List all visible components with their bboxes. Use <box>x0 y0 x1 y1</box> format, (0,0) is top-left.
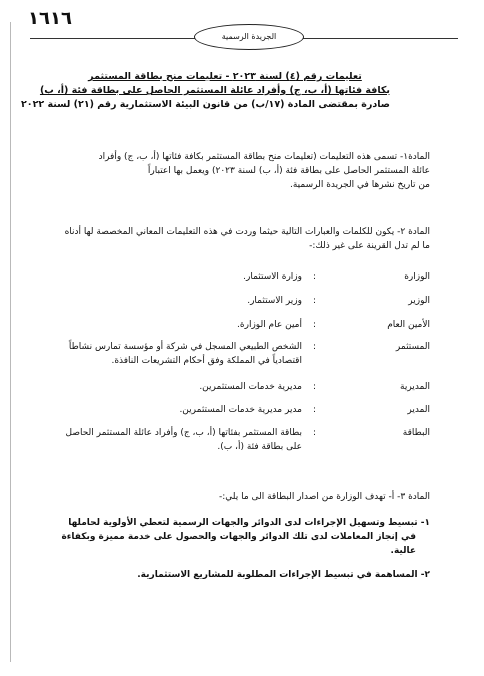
definition-text: مدير مديرية خدمات المستثمرين. <box>179 405 302 415</box>
article-1-line-1: المادة١- تسمى هذه التعليمات (تعليمات منح بطاقة المستثمر بكافة فئاتها (أ، ب، ج) وأفراد <box>98 152 430 162</box>
definition-colon: : <box>312 296 316 306</box>
definition-term: المديرية <box>400 382 430 392</box>
article-3-intro: المادة ٣- أ- تهدف الوزارة من اصدار البطاقة الى ما يلي:- <box>218 492 430 502</box>
document-title <box>20 70 390 112</box>
article-3-item-1-line-1: ١- تبسيط وتسهيل الإجراءات لدى الدوائر والجهات الرسمية لتعطي الأولوية لحاملها <box>68 518 430 528</box>
page-number: ١٦١٦ <box>28 8 72 29</box>
article-3-item-2: ٢- المساهمة في تبسيط الإجراءات المطلوبة للمشاريع الاستثمارية. <box>137 570 430 580</box>
definition-row <box>40 340 430 370</box>
definition-term: الوزارة <box>404 272 430 282</box>
definition-colon: : <box>312 428 316 438</box>
definition-term: البطاقة <box>402 428 430 438</box>
article-3-item-1-line-2: في إنجاز المعاملات لدى تلك الدوائر والجهات والحصول على خدمة مميزة وبكفاءة <box>61 532 416 542</box>
definition-text: مديرية خدمات المستثمرين. <box>199 382 302 392</box>
definition-text-line-1: الشخص الطبيعي المسجل في شركة أو مؤسسة تمارس نشاطاً <box>68 342 302 352</box>
article-2-line-2: ما لم تدل القرينة على غير ذلك:- <box>309 241 430 251</box>
definition-row <box>40 426 430 456</box>
page-edge-line <box>10 22 11 662</box>
article-1-line-3: من تاريخ نشرها في الجريدة الرسمية. <box>290 180 430 190</box>
definition-term: المستثمر <box>395 342 430 352</box>
title-line-3: صادرة بمقتضى المادة (١٧/ب) من قانون البيئة الاستثمارية رقم (٢١) لسنة ٢٠٢٢ <box>20 99 390 110</box>
gazette-oval-label: الجريدة الرسمية <box>194 24 304 50</box>
definition-text: وزارة الاستثمار. <box>243 272 302 282</box>
definition-term: المدير <box>407 405 430 415</box>
definition-colon: : <box>312 320 316 330</box>
definition-term: الوزير <box>408 296 430 306</box>
definition-text: وزير الاستثمار. <box>247 296 302 306</box>
definition-colon: : <box>312 342 316 352</box>
definition-text-line-1: بطاقة المستثمر بفئاتها (أ، ب، ج) وأفراد عائلة المستثمر الحاصل <box>65 428 302 438</box>
article-2-line-1: المادة ٢- يكون للكلمات والعبارات التالية حيثما وردت في هذه التعليمات المعاني المخصصة لها أدناه <box>64 227 430 237</box>
definition-colon: : <box>312 405 316 415</box>
definition-text-line-2: اقتصادياً في المملكة وفق أحكام التشريعات النافذة. <box>111 356 302 366</box>
article-3-item-1-line-3: عالية. <box>390 546 416 556</box>
definition-colon: : <box>312 272 316 282</box>
definition-text-line-2: على بطاقة فئة (أ، ب). <box>217 442 302 452</box>
definition-term: الأمين العام <box>387 320 430 330</box>
title-line-2: بكافة فئاتها (أ، ب، ج) وأفراد عائلة المستثمر الحاصل على بطاقة فئة (أ، ب) <box>39 85 390 96</box>
article-1-line-2: عائلة المستثمر الحاصل على بطاقة فئة (أ، ب) لسنة ٢٠٢٣) ويعمل بها اعتباراً <box>147 166 430 176</box>
definition-text: أمين عام الوزارة. <box>237 320 302 330</box>
definition-colon: : <box>312 382 316 392</box>
title-line-1: تعليمات رقم (٤) لسنة ٢٠٢٣ - تعليمات منح بطاقة المستثمر <box>88 71 362 82</box>
